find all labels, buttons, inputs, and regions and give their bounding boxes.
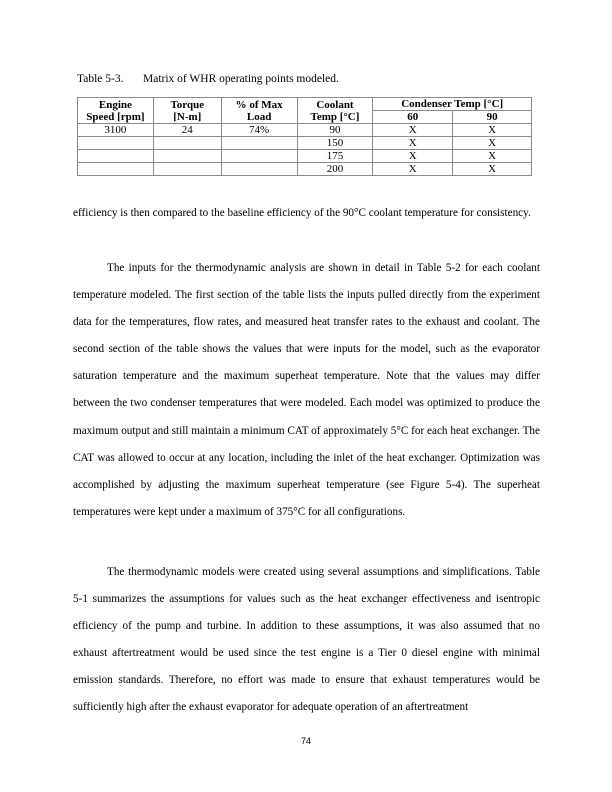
table-caption — [77, 73, 339, 85]
condenser-temp-header: Condenser Temp [°C] — [373, 98, 532, 111]
table-number: Table 5-3. — [77, 73, 124, 85]
engine-speed-cell — [78, 137, 154, 150]
table-row — [78, 150, 532, 163]
table-row — [78, 124, 532, 137]
condenser-60-cell: X — [373, 163, 453, 176]
condenser-90-cell: X — [453, 163, 532, 176]
engine-speed-cell: 3100 — [78, 124, 154, 137]
body-paragraph: The inputs for the thermodynamic analysis are shown in detail in Table 5-2 for each coolant temperature modeled. The first section of the table lists the inputs pulled directly from the experiment data for the temperatures, flow rates, and measured heat transfer rates to the exhaust and coolant. The second section of the table shows the values that were inputs for the model, such as the evaporator saturation temperature and the maximum superheat temperature. Note that the values may differ between the two condenser temperatures that were modeled. Each model was optimized to produce the maximum output and still maintain a minimum CAT of approximately 5°C for each heat exchanger. The CAT was allowed to occur at any location, including the inlet of the heat exchanger. Optimization was accomplished by adjusting the maximum superheat temperature (see Figure 5-4). The superheat temperatures were kept under a maximum of 375°C for all configurations. — [73, 262, 540, 518]
table-title: Matrix of WHR operating points modeled. — [143, 73, 339, 85]
page-number: 74 — [300, 736, 311, 746]
condenser-90-cell: X — [453, 150, 532, 163]
table-header-row — [78, 98, 532, 111]
condenser-90-cell: X — [453, 124, 532, 137]
operating-points-table — [77, 97, 532, 176]
table-row — [78, 163, 532, 176]
engine-speed-cell — [78, 163, 154, 176]
torque-header: Torque [N-m] — [153, 98, 221, 124]
body-paragraph: efficiency is then compared to the baseline efficiency of the 90°C coolant temperature for consistency. — [73, 207, 531, 219]
condenser-90-header: 90 — [453, 111, 532, 124]
load-cell: 74% — [221, 124, 297, 137]
engine-speed-cell — [78, 150, 154, 163]
coolant-temp-cell: 200 — [297, 163, 373, 176]
coolant-temp-cell: 90 — [297, 124, 373, 137]
coolant-temp-cell: 150 — [297, 137, 373, 150]
load-cell — [221, 150, 297, 163]
coolant-temp-header: Coolant Temp [°C] — [297, 98, 373, 124]
torque-cell — [153, 150, 221, 163]
load-header: % of Max Load — [221, 98, 297, 124]
table-row — [78, 137, 532, 150]
condenser-60-cell: X — [373, 137, 453, 150]
coolant-temp-cell: 175 — [297, 150, 373, 163]
load-cell — [221, 137, 297, 150]
torque-cell: 24 — [153, 124, 221, 137]
condenser-60-cell: X — [373, 124, 453, 137]
condenser-90-cell: X — [453, 137, 532, 150]
engine-speed-header: Engine Speed [rpm] — [78, 98, 154, 124]
condenser-60-cell: X — [373, 150, 453, 163]
torque-cell — [153, 137, 221, 150]
torque-cell — [153, 163, 221, 176]
body-paragraph: The thermodynamic models were created using several assumptions and simplifications. Table 5-1 summarizes the assumptions for values such as the heat exchanger effectiveness and isentropic efficiency of the pump and turbine. In addition to these assumptions, it was also assumed that no exhaust aftertreatment would be used since the test engine is a Tier 0 diesel engine with minimal emission standards. Therefore, no effort was made to ensure that exhaust temperatures would be sufficiently high after the exhaust evaporator for adequate operation of an aftertreatment — [73, 566, 540, 714]
condenser-60-header: 60 — [373, 111, 453, 124]
load-cell — [221, 163, 297, 176]
